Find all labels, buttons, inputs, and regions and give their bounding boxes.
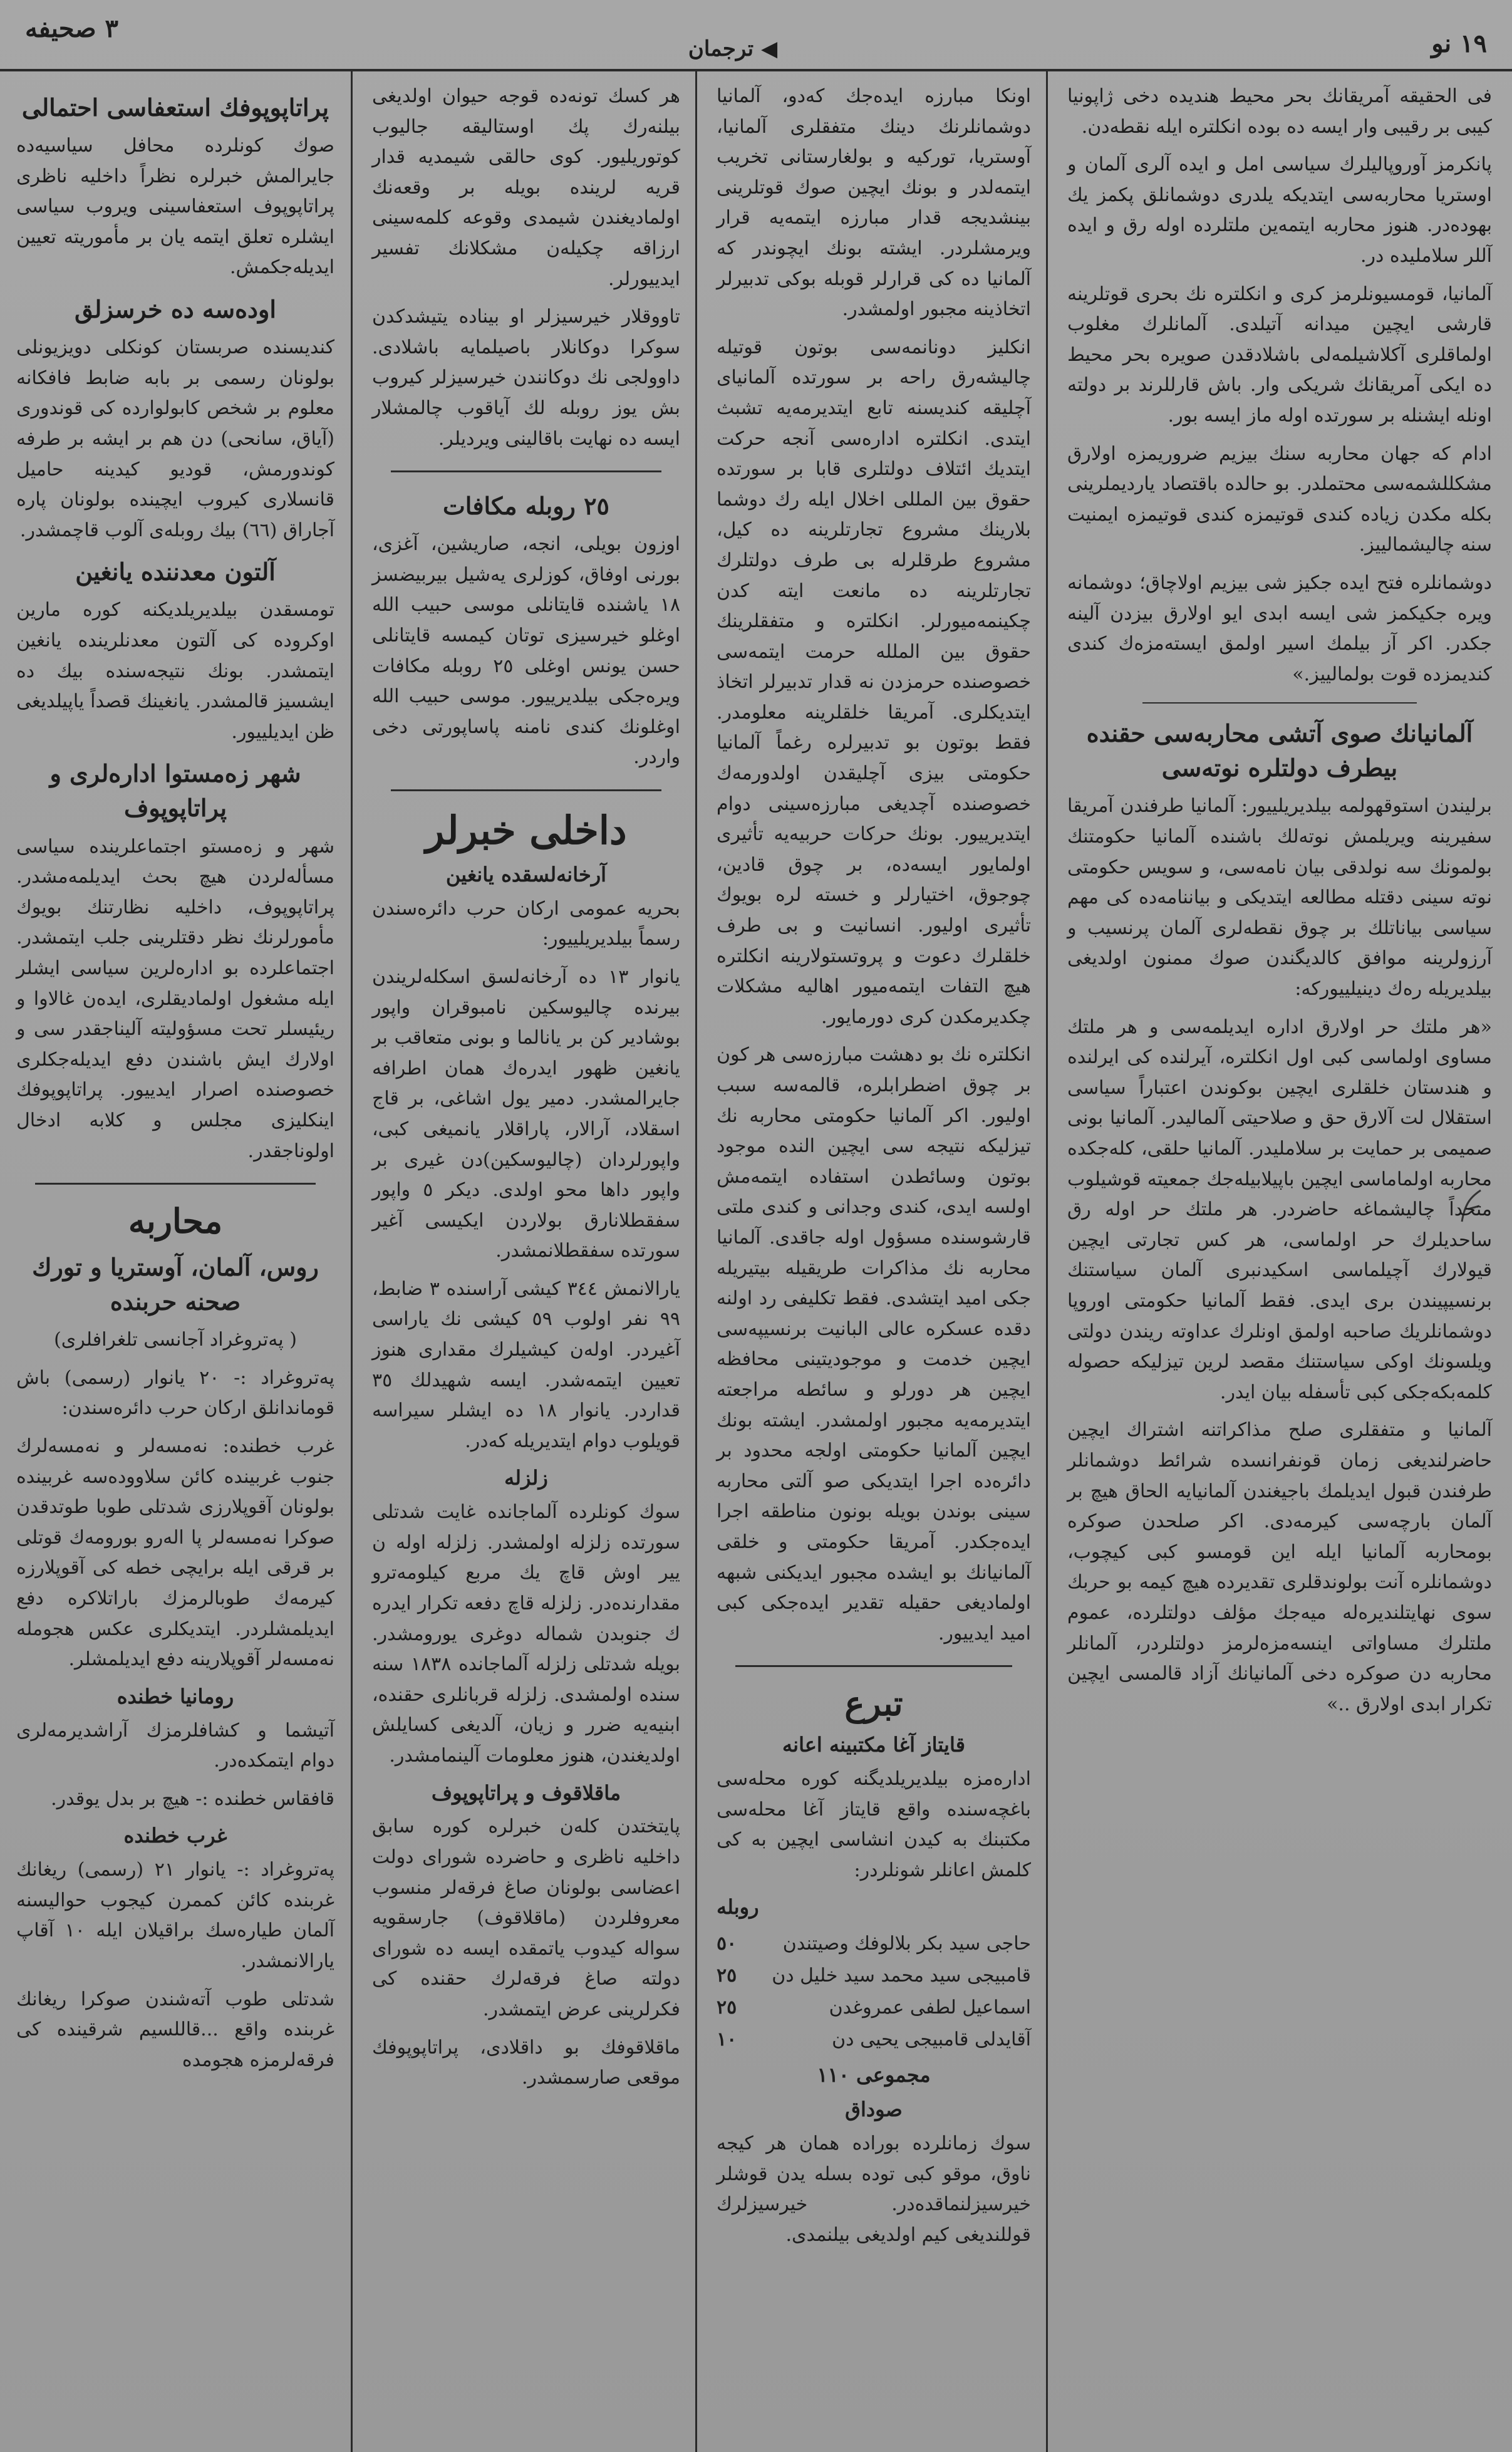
article-title: ﺭﻭﻣﺎﻧﯿﺎ ﺧﻄﻨﺪﻩ xyxy=(117,1684,234,1708)
column-3 xyxy=(358,75,694,2437)
paragraph: ﺷﺪﺗﻠﯽ ﻃﻮﺏ ﺁﺗﻪﺷﻨﺪﻥ ﺻﻮﻛﺮﺍ ﺭﯾﻐﺎﻧﻚ ﻏﺮﺑﻨﺪﻩ ﻭﺍﻗﻊ ...ﻗﺎﻟﻠﺴﯿﻢ ﺷﺮﻗﯿﻨﺪﻩ ﻛﯽ ﻓﺮﻗﻪﻟﺮﻣﺰﻩ ﻫﺠﻮﻣﺪﻩ xyxy=(16,1988,334,2071)
list-item: ﺍﺳﻤﺎﻋﯿﻞ ﻟﻄﻔﯽ ﻋﻤﺮﻭﻏﺪﻥ ٢٥ xyxy=(717,1997,1031,2019)
column-rule xyxy=(695,69,697,2452)
column-rule xyxy=(1046,69,1048,2452)
donation-heading: ﺗﺒﺮﻉ xyxy=(844,1683,903,1724)
article-title: ﻣﺎﻗﻼﻗﻮﻑ ﻭ ﭘﺮﺍﺗﺎﭘﻮﭘﻮﻑ xyxy=(431,1780,621,1805)
paragraph: ﺍﻭﻧﻜﺎ ﻣﺒﺎﺭﺯﻩ ﺍﯾﺪﻩﺟﻚ ﻛﻪﺩﻭ، ﺁﻟﻤﺎﻧﯿﺎ ﺩﻭﺷﻤﺎﻧﻠﺮﻧﻚ ﺩﯾﻨﻚ ﻣﺘﻔﻘﻠﺮﻯ ﺁﻟﻤﺎﻧﯿﺎ، ﺁﻭﺳﺘﺮﯾﺎ، ﺗﻮﺭﻛﯿﻪ ﻭ ﺑﻮﻟﻐﺎﺭﺳﺘﺎﻧﯽ ﺗﺨﺮﯾﺐ ﺍﯾﺘﻤﻪﻟﺪﺭ ﻭ ﺑﻮﻧﻚ ﺍﯾﭽﯿﻦ ﺻﻮﻙ ﻗﻮﺗﻠﺮﯾﻨﯽ ﺑﯿﻨﺸﺪﯾﺠﻪ ﻗﺪﺍﺭ ﻣﺒﺎﺭﺯﻩ ﺍﯾﺘﻤﻪﯾﻪ ﻗﺮﺍﺭ ﻭﯾﺮﻣﺸﻠﺮﺩﺭ. ﺍﯾﺸﺘﻪ ﺑﻮﻧﻚ ﺍﯾﭽﻮﻧﺪﺭ ﻛﻪ ﺁﻟﻤﺎﻧﯿﺎ ﺩﻩ ﻛﯽ ﻗﺮﺍﺭﻟﺮ ﻗﻮﺑﻠﻪ ﺑﻮﻛﯽ ﺗﺪﺑﯿﺮﻟﺮ ﺍﺗﺨﺎﺫﯾﻨﻪ ﻣﺠﺒﻮﺭ ﺍﻭﻟﻤﺸﺪﺭ. xyxy=(717,85,1031,321)
paragraph: ﺻﻮﻙ ﻛﻮﻧﻠﺮﺩﻩ ﻣﺤﺎﻓﻞ ﺳﯿﺎﺳﯿﻪﺩﻩ ﺟﺎﯾﺮﺍﻟﻤﺶ ﺧﺒﺮﻟﺮﻩ ﻧﻈﺮﺍً ﺩﺍﺧﻠﯿﻪ ﻧﺎﻇﺮﯼ ﭘﺮﺍﺗﺎﭘﻮﭘﻮﻑ ﺍﺳﺘﻌﻔﺎﺳﯿﻨﯽ ﻭﯾﺮﻭﺏ ﺳﯿﺎﺳﯽ ﺍﯾﺸﻠﺮﻩ ﺗﻌﻠﻖ ﺍﯾﺘﻤﻪ ﯾﺎﻥ ﺑﺮ ﻣﺄﻣﻮﺭﯾﺘﻪ ﺗﻌﯿﯿﻦ ﺍﯾﺪﯾﻠﻪﺟﻜﻤﺶ. xyxy=(16,135,334,279)
list-item: ﺣﺎﺟﯽ ﺳﯿﺪ ﺑﻜﺮ ﺑﻼﻟﻮﻓﻚ ﻭﺻﯿﺘﻨﺪﻥ ٥٠ xyxy=(717,1933,1031,1955)
paragraph: ﻣﺎﻗﻼﻗﻮﻓﻚ ﺑﻮ ﺩﺍﻗﻼﺩﯼ، ﭘﺮﺍﺗﺎﭘﻮﭘﻮﻓﻚ ﻣﻮﻗﻌﯽ ﺻﺎﺭﺳﻤﺸﺪﺭ. xyxy=(372,2036,680,2089)
article-title: ﺷﻬﺮ ﺯﻩﻣﺴﺘﻮﺍ ﺍﺩﺍﺭﻩﻟﺮﯼ ﻭ ﭘﺮﺍﺗﺎﭘﻮﭘﻮﻑ xyxy=(49,759,301,823)
list-item: ﻗﺎﻣﺒﯿﺠﯽ ﺳﯿﺪ ﻣﺤﻤﺪ ﺳﯿﺪ ﺧﻠﯿﻞ ﺩﻥ ٢٥ xyxy=(717,1965,1031,1987)
paragraph: ﯾﺎﻧﻮﺍﺭ ١٣ ﺩﻩ ﺁﺭﺧﺎﻧﻪﻟﺴﻖ ﺍﺳﻜﻠﻪﻟﺮﯾﻨﺪﻥ ﺑﯿﺮﻧﺪﻩ ﭼﺎﻟﯿﻮﺳﻜﯿﻦ ﻧﺎﻣﺒﻮﻗﺮﺍﻥ ﻭﺍﭘﻮﺭ ﺑﻮﺷﺎﺩﯾﺮ ﻛﻦ ﺑﺮ ﯾﺎﻧﺎﻟﻤﺎ ﻭ ﺑﻮﻧﯽ ﻣﺘﻌﺎﻗﺐ ﺑﺮ ﯾﺎﻧﻐﯿﻦ ﻇﻬﻮﺭ ﺍﯾﺪﺭﻩﻙ ﻫﻤﺎﻥ ﺍﻃﺮﺍﻓﻪ ﺟﺎﯾﺮﺍﻟﻤﺸﺪﺭ. ﺩﻣﯿﺮ ﯾﻮﻝ ﺍﺷﺎﻏﯽ، ﺑﺮ ﻗﺎﺝ ﺍﺳﻘﻼﺩ، ﺁﺭﺍﻟﺎﺭ، ﭘﺎﺭﺍﻗﻠﺎﺭ ﯾﺎﻧﻤﯿﻐﯽ ﻛﺒﯽ، ﻭﺍﭘﻮﺭﻟﺮﺩﺍﻥ (ﭼﺎﻟﯿﻮﺳﻜﯿﻦ)ﺩﻥ ﻏﯿﺮﯼ ﺑﺮ ﻭﺍﭘﻮﺭ ﺩﺍﻫﺎ ﻣﺤﻮ ﺍﻭﻟﺪﯼ. ﺩﯾﻜﺮ ٥ ﻭﺍﭘﻮﺭ ﺳﻔﻘﻄﻠﺎﻧﺎﺭﻕ ﺑﻮﻻﺭﺩﻥ ﺍﯾﻜﯿﺴﯽ ﺁﻏﯿﺮ ﺳﻮﺭﺗﺪﻩ ﺳﻔﻘﻄﻠﺎﻧﻤﺸﺪﺭ. xyxy=(372,965,680,1262)
paragraph: ﭘﻪﺗﺮﻭﻏﺮﺍﺩ :- ٢٠ ﯾﺎﻧﻮﺍﺭ (ﺭﺳﻤﯽ) ﺑﺎﺵ ﻗﻮﻣﺎﻧﺪﺍﻧﻠﻖ ﺍﺭﻛﺎﻥ ﺣﺮﺏ ﺩﺍﺋﺮﻩﺳﻨﺪﻥ: xyxy=(16,1366,335,1420)
paragraph: ﺁﻟﻤﺎﻧﯿﺎ، ﻗﻮﻣﺴﻴﻮﻧﻠﺮﻣﺰ ﻛﺮﯼ ﻭ ﺍﻧﻜﻠﺘﺮﻩ ﻧﻚ ﺑﺤﺮﯼ ﻗﻮﺗﻠﺮﯾﻨﻪ ﻗﺎﺭﺷﯽ ﺍﯾﭽﯿﻦ ﻣﯿﺪﺍﻧﻪ ﺁﺗﯿﻠﺪﯼ. ﺁﻟﻤﺎﻧﻠﺮﻙ ﻣﻐﻠﻮﺏ ﺍﻭﻟﻤﺎﻗﻠﺮﯼ ﺁﻛﻼﺷﯿﻠﻤﻪﻟﯽ ﺑﺎﺷﻠﺎﺩﻗﺪﻥ ﺻﻮﯾﺮﻩ ﺑﺤﺮ ﻣﺤﯿﻂ ﺩﻩ ﺍﯾﻜﯽ ﺁﻣﺮﯾﻘﺎﻧﻚ ﺷﺮﯾﻜﯽ ﻭﺍﺭ. ﺑﺎﺵ ﻗﺎﺭﻟﻠﺮﻧﺪ ﺑﺮ ﺩﻭﻟﺘﻪ ﺍﻭﻧﻠﻪ ﺍﯾﺸﻨﻠﻪ ﺑﺮ ﺳﻮﺭﺗﺪﻩ ﺍﻭﻟﻪ ﻣﺎﺯ ﺍﯾﺴﻪ ﺑﻮﺭ. xyxy=(1067,283,1492,427)
paragraph: ﻗﺎﻓﻘﺎﺱ ﺧﻄﻨﺪﻩ :- ﻫﯿﭻ ﺑﺮ ﺑﺪﻝ ﯾﻮﻗﺪﺭ. xyxy=(51,1787,334,1810)
paragraph: ﺳﻮﻙ ﻛﻮﻧﻠﺮﺩﻩ ﺁﻟﻤﺎﺟﺎﻧﺪﻩ ﻏﺎﯾﺖ ﺷﺪﺗﻠﯽ ﺳﻮﺭﺗﺪﻩ ﺯﻟﺰﻟﻪ ﺍﻭﻟﻤﺸﺪﺭ. ﺯﻟﺰﻟﻪ ﺍﻭﻟﻪ ﻥ ﯾﯿﺮ ﺍﻭﺵ ﻗﺎﭺ ﯾﻚ ﻣﺮﺑﻊ ﻛﯿﻠﻮﻣﻪﺗﺮﻭ ﻣﻘﺪﺍﺭﻧﺪﻩﺩﺭ. ﺯﻟﺰﻟﻪ ﻗﺎﭺ ﺩﻓﻌﻪ ﺗﻜﺮﺍﺭ ﺍﯾﺪﺭﻩ ﻙ ﺟﻨﻮﺑﺪﻥ ﺷﻤﺎﻟﻪ ﺩﻭﻏﺮﯼ ﯾﻮﺭﻭﻣﺸﺪﺭ. ﺑﻮﯾﻠﻪ ﺷﺪﺗﻠﯽ ﺯﻟﺰﻟﻪ ﺁﻟﻤﺎﺟﺎﻧﺪﻩ ١٨٣٨ ﺳﻨﻪ ﺳﻨﺪﻩ ﺍﻭﻟﻤﺸﺪﻯ. ﺯﻟﺰﻟﻪ ﻗﺮﺑﺎﻧﻠﺮﯼ ﺣﻘﻨﺪﻩ، ﺍﺑﻨﯿﻪﯾﻪ ﺿﺮﺭ ﻭ ﺯﯾﺎﻥ، ﺁﻟﺪﯾﻐﯽ ﻛﺴﺎﯾﻠﺶ ﺍﻭﻟﺪﯾﻐﻨﺪﻥ، ﻫﻨﻮﺯ ﻣﻌﻠﻮﻣﺎﺕ ﺁﻟﯿﻨﻤﺎﻣﺸﺪﺭ. xyxy=(372,1501,680,1767)
article-title: ﺁﻟﻤﺎﻧﯿﺎﻧﻚ ﺻﻮﯼ ﺁﺗﺸﯽ ﻣﺤﺎﺭﺑﻪﺳﯽ ﺣﻘﻨﺪﻩ ﺑﯿﻄﺮﻑ ﺩﻭﻟﺘﻠﺮﻩ ﻧﻮﺗﻪﺳﯽ xyxy=(1086,719,1473,782)
section-heading: ﻣﺤﺎﺭﺑﻪ xyxy=(128,1201,223,1242)
divider xyxy=(1142,702,1417,704)
donation-subtitle: ﻗﺎﯾﺘﺎﺯ ﺁﻏﺎ ﻣﻜﺘﺒﯿﻨﻪ ﺍﻋﺎﻧﻪ xyxy=(782,1733,965,1757)
masthead xyxy=(0,0,1512,71)
divider xyxy=(391,789,661,791)
article-title: ﭘﺮﺍﺗﺎﭘﻮﭘﻮﻓﻚ ﺍﺳﺘﻌﻔﺎﺳﯽ ﺍﺣﺘﻤﺎﻟﯽ xyxy=(21,93,329,122)
list-item: ﺁﻗﺎﯾﺪﻟﯽ ﻗﺎﻣﺒﯿﺠﯽ ﯾﺤﯿﯽ ﺩﻥ ١٠ xyxy=(717,2029,1031,2051)
article-title: ٢٥ ﺭﻭﺑﻠﻪ ﻣﻜﺎﻓﺎﺕ xyxy=(443,492,609,521)
paragraph: ﺍﺩﺍﺭﻩﻣﺰﻩ ﺑﯿﻠﺪﯾﺮﯾﻠﺪﯾﮕﻨﻪ ﻛﻮﺭﻩ ﻣﺤﻠﻪﺳﯽ ﺑﺎﻏﭽﻪﺳﻨﺪﻩ ﻭﺍﻗﻊ ﻗﺎﯾﺘﺎﺯ ﺁﻏﺎ ﻣﺤﻠﻪﺳﯽ ﻣﻜﺘﺒﻨﻚ ﺑﻪ ﻛﯿﺪﻥ ﺍﻧﺸﺎﺳﯽ ﺍﯾﭽﯿﻦ ﺑﻪ ﻛﯽ ﻛﻠﻤﺶ ﺍﻋﺎﻧﻠﺮ ﺷﻮﻧﻠﺮﺩﺭ: xyxy=(717,1768,1031,1881)
page-number: ٣ ﺻﺤﯿﻔﻪ xyxy=(25,14,118,43)
article-title: ﺯﻟﺰﻟﻪ xyxy=(504,1466,548,1490)
article-title: ﺻﻮﺩﺍﻕ xyxy=(845,2097,903,2122)
paragraph: ﭘﺎﯾﺘﺨﺘﺪﻥ ﻛﻠﻪﻥ ﺧﺒﺮﻟﺮﻩ ﻛﻮﺭﻩ ﺳﺎﺑﻖ ﺩﺍﺧﻠﯿﻪ ﻧﺎﻇﺮﯼ ﻭ ﺣﺎﺿﺮﺩﻩ ﺷﻮﺭﺍﯼ ﺩﻭﻟﺖ ﺍﻋﻀﺎﺳﯽ ﺑﻮﻟﻮﻧﺎﻥ ﺻﺎﻍ ﻓﺮﻗﻪﻟﺮ ﻣﻨﺴﻮﺏ ﻣﻌﺮﻭﻓﻠﺮﺩﻥ (ﻣﺎﻗﻼﻗﻮﻑ) ﺟﺎﺭﺳﻘﻮﻳﻪ ﺳﻮﺍﻟﻪ ﻛﯿﺪﻭﺏ ﯾﺎﺗﻤﻘﺪﻩ ﺍﯾﺴﻪ ﺩﻩ ﺷﻮﺭﺍﯼ ﺩﻭﻟﺘﻪ ﺻﺎﻍ ﻓﺮﻗﻪﻟﺮﻙ ﺣﻘﻨﺪﻩ ﻛﯽ ﻓﻜﺮﻟﺮﯾﻨﯽ ﻋﺮﺽ ﺍﯾﺘﻤﺸﺪﺭ. xyxy=(372,1816,680,2020)
article-title: ﻏﺮﺏ ﺧﻄﻨﺪﻩ xyxy=(123,1824,227,1848)
paragraph: ( ﭘﻪﺗﺮﻭﻏﺮﺍﺩ ﺁﺟﺎﻧﺴﯽ ﺗﻠﻐﺮﺍﻓﻠﺮﯼ) xyxy=(54,1329,297,1351)
paragraph: ﺁﻟﻤﺎﻧﯿﺎ ﻭ ﻣﺘﻔﻘﻠﺮﯼ ﺻﻠﺢ ﻣﺬﺍﻛﺮﺍﺗﻨﻪ ﺍﺷﺘﺮﺍﻙ ﺍﯾﭽﯿﻦ ﺣﺎﺿﺮﻟﻨﺪﯾﻐﯽ ﺯﻣﺎﻥ ﻗﻮﻧﻔﺮﺍﻧﺴﺪﻩ ﺷﺮﺍﺋﻂ ﺩﻭﺷﻤﺎﻧﻠﺮ ﻃﺮﻓﻨﺪﻥ ﻗﺒﻮﻝ ﺍﯾﺪﯾﻠﻤﻚ ﺑﺎﺟﯿﻐﻨﺪﻥ ﺁﻟﻤﺎﻧﯿﺎﯾﻪ ﺍﻟﺤﺎﻕ ﻫﯿﭻ ﺑﺮ ﺁﻟﻤﺎﻥ ﺑﺎﺭﭼﻪﺳﯽ ﻛﯿﺮﻣﻪﺩﯼ. ﺍﻛﺮ ﺻﻠﺤﺪﻥ ﺻﻮﻛﺮﻩ ﺑﻮﻣﺤﺎﺭﺑﻪ ﺁﻟﻤﺎﻧﯿﺎ ﺍﯾﻠﻪ ﺍﯾﻦ ﻗﻮﻣﺴﻮ ﻛﺒﯽ ﻛﯿﭽﻮﺏ، ﺩﻭﺷﻤﺎﻧﻠﺮﻩ ﺁﻧﺖ ﺑﻮﻟﻮﻧﺪﻗﻠﺮﯼ ﺗﻘﺪﯾﺮﺩﻩ ﻫﯿﭻ ﻛﯿﻤﻪ ﺑﻮ ﺣﺮﺑﻚ ﺳﻮﯼ ﻧﻬﺎﯾﺘﻠﻨﺪﯾﺮﻩﻟﻪ ﻣﯿﻪﺟﻚ ﻣﺆﻟﻒ ﺩﻭﻟﺘﻠﺮﺩﻩ، ﻋﻤﻮﻡ ﻣﻠﺘﻠﺮﻙ ﻣﺴﺎﻭﺍﺗﯽ ﺍﯾﻨﺴﻪﻣﺰﻩﻟﺮﻣﺰ ﺩﻭﻟﺘﻠﺮﺩﺭ، ﺁﻟﻤﺎﻧﻠﺮ ﻣﺤﺎﺭﺑﻪ ﺩﻥ ﺻﻮﻛﺮﻩ ﺩﺧﯽ ﺁﻟﻤﺎﻧﯿﺎﻧﻚ ﺁﺯﺍﺩ ﻗﺎﻟﻤﺴﯽ ﺍﯾﭽﯿﻦ ﺗﻜﺮﺍﺭ ﺍﺑﺪﯼ ﺍﻭﻻﺭﻕ ..» xyxy=(1067,1419,1492,1715)
paragraph: «ﻫﺮ ﻣﻠﺘﻚ ﺣﺮ ﺍﻭﻻﺭﻕ ﺍﺩﺍﺭﻩ ﺍﯾﺪﯾﻠﻤﻪﺳﯽ ﻭ ﻫﺮ ﻣﻠﺘﻚ ﻣﺴﺎﻭﯼ ﺍﻭﻟﻤﺎﺳﯽ ﻛﺒﯽ ﺍﻭﻝ ﺍﻧﻜﻠﺘﺮﻩ، ﺁﯾﺮﻟﻨﺪﻩ ﻛﯽ ﺍﯾﺮﻟﻨﺪﻩ ﻭ ﻫﻨﺪﺳﺘﺎﻥ ﺧﻠﻘﻠﺮﯼ ﺍﯾﭽﯿﻦ ﺑﻮﻛﻮﻧﺪﻥ ﺍﻋﺘﺒﺎﺭﺍً ﺳﯿﺎﺳﯽ ﺍﺳﺘﻘﻼﻝ ﻟﺖ ﺁﻻﺭﻕ ﺣﻖ ﻭ ﺻﻼﺣﯿﺘﯽ ﺁﻟﻤﺎﻟﯿﺪﺭ. ﺁﻟﻤﺎﻧﯿﺎ ﺑﻮﻧﯽ ﺻﻤﯿﻤﯽ ﺑﺮ ﺣﻤﺎﯾﺖ ﺑﺮ ﺳﻼﻣﻠﯿﺪﺭ. ﺁﻟﻤﺎﻧﯿﺎ ﺣﻠﻘﯽ، ﻛﻠﻪﺟﻜﺪﻩ ﻣﺤﺎﺭﺑﻪ ﺍﻭﻟﻤﺎﻣﺎﺳﯽ ﺍﯾﭽﯿﻦ ﺑﺎﭘﯿﻼﺑﯿﻠﻪﺟﻚ ﺟﻤﻌﯿﺘﻪ ﻗﻮﺷﯿﻠﻮﺏ ﻣﺘﺤﺪﺍً ﭼﺎﻟﯿﺸﻤﺎﻏﻪ ﺣﺎﺿﺮﺩﺭ. ﻫﺮ ﻣﻠﺘﻚ ﺣﺮ ﺍﻭﻟﻪ ﺭﻕ ﺳﺎﺣﺪﯾﻠﺮﻙ ﺣﺮ ﺍﻭﻟﻤﺎﺳﯽ، ﻫﺮ ﻛﺲ ﺗﺠﺎﺭﺗﯽ ﺍﯾﭽﯿﻦ ﻗﯿﻮﻟﺎﺭﻙ ﺁﭼﯿﻠﻤﺎﺳﯽ ﺍﺳﻜﯿﺪﻧﺒﺮﻯ ﺁﻟﻤﺎﻥ ﺳﯿﺎﺳﺘﻨﻚ ﺑﺮﻧﺴﯿﭙﯿﻨﺪﻥ ﺑﺮﯼ ﺍﯾﺪﯼ. ﻓﻘﻂ ﺁﻟﻤﺎﻧﯿﺎ ﺣﻜﻮﻣﺘﯽ ﺍﻭﺭﻭﭘﺎ ﺩﻭﺷﻤﺎﻧﻠﺮﯾﻚ ﺻﺎﺣﺒﻪ ﺍﻭﻟﻤﻖ ﺍﻭﻧﻠﺮﻙ ﻋﺪﺍﻭﺗﻪ ﺭﯾﻨﺪﻥ ﺩﻭﻟﺘﯽ ﻭﯾﻠﺴﻮﻧﻚ ﺍﻭﻛﯽ ﺳﯿﺎﺳﺘﻨﻚ ﻣﻘﺼﺪ ﻟﺮﯾﻦ ﺗﻴﺰﻟﻴﻜﻪ ﺣﺼﻮﻟﻪ ﻛﻠﻤﻪﺑﻜﻪﺟﻜﯽ ﻛﺒﯽ ﺗﺄﺳﻔﻠﻪ ﺑﯿﺎﻥ ﺍﯾﺪﺭ. xyxy=(1067,1016,1492,1403)
paragraph: ﺍﻭﺯﻭﻥ ﺑﻮﯾﻠﯽ، ﺍﻧﺠﻪ، ﺻﺎﺭﯾﺸﯿﻦ، ﺁﻏﺰﯼ، ﺑﻮﺭﻧﯽ ﺍﻭﻓﺎﻕ، ﻛﻮﺯﻟﺮﯼ ﯾﻪﺷﯿﻞ ﺑﯿﺮﺑﯿﻀﺴﺰ ١٨ ﯾﺎﺷﻨﺪﻩ ﻗﺎﯾﺘﺎﻧﻠﯽ ﻣﻮﺳﯽ ﺣﺒﯿﺐ ﺍﻟﻠﻪ ﺍﻭﻏﻠﻮ ﺧﯿﺮﺳﯿﺰﯼ ﺗﻮﺗﺎﻥ ﻛﯿﻤﺴﻪ ﻗﺎﯾﺘﺎﻧﻠﯽ ﺣﺴﻦ ﯾﻮﻧﺲ ﺍﻭﻏﻠﯽ ٢٥ ﺭﻭﺑﻠﻪ ﻣﻜﺎﻓﺎﺕ ﻭﯾﺮﻩﺟﻜﯽ ﺑﯿﻠﺪﯾﺮﯾﯿﻮﺭ. ﻣﻮﺳﯽ ﺣﺒﯿﺐ ﺍﻟﻠﻪ ﺍﻭﻏﻠﻮﻧﻚ ﻛﻨﺪﯼ ﻧﺎﻣﻨﻪ ﭘﺎﺳﺎﭘﻮﺭﺗﯽ ﺩﺧﯽ ﻭﺍﺭﺩﺭ. xyxy=(372,533,680,769)
article-title: ﺁﺭﺧﺎﻧﻪﻟﺴﻘﺪﻩ ﯾﺎﻧﻐﯿﻦ xyxy=(445,862,607,886)
divider xyxy=(35,1183,316,1185)
paragraph: ﻛﻨﺪﯾﺴﻨﺪﻩ ﺻﺮﺑﺴﺘﺎﻥ ﻛﻮﻧﻜﻠﯽ ﺩﻭﯾﺰﯾﻮﻧﻠﯽ ﺑﻮﻟﻮﻧﺎﻥ ﺭﺳﻤﯽ ﺑﺮ ﺑﺎﺑﻪ ﺿﺎﺑﻂ ﻓﺎﻓﻜﺎﻧﻪ ﻣﻌﻠﻮﻡ ﺑﺮ ﺷﺨﺺ ﻛﺎﺑﻮﻟﻮﺍﺭﺩﻩ ﻛﯽ ﻗﻮﻧﺪﻭﺭﯼ (ﺁﯾﺎﻕ، ﺳﺎﻧﺤﯽ) ﺩﻥ ﻫﻢ ﺑﺮ ﺍﯾﺸﻪ ﺑﺮ ﻃﺮﻓﻪ ﻛﻮﻧﺪﻭﺭﻣﺶ، ﻗﻮﺩﯾﻮ ﻛﯿﺪﯾﻨﻪ ﺣﺎﻣﯿﻞ ﻗﺎﻧﺴﻠﺎﺭﯼ ﻛﯿﺮﻭﺏ ﺍﯾﭽﯿﻨﺪﻩ ﺑﻮﻟﻮﻧﺎﻥ ﭘﺎﺭﻩ ﺁﺟﺎﺭﺍﻕ (٦٦) ﺑﯿﻚ ﺭﻭﺑﻠﻪﯼ ﺁﻟﻮﺏ ﻗﺎﭼﻤﺸﺪﺭ. xyxy=(16,336,334,541)
paragraph: ﺗﺎﻭﻭﻗﻠﺎﺭ ﺧﯿﺮﺳﯿﺰﻟﺮ ﺍﻭ ﺑﯿﻨﺎﺩﻩ ﯾﺘﯿﺸﺪﻛﺪﻥ ﺳﻮﻛﺮﺍ ﺩﻭﻛﺎﻧﻠﺎﺭ ﺑﺎﺻﯿﻠﻤﺎﯾﻪ ﺑﺎﺷﻼﺩﯼ. ﺩﺍﻭﻭﻟﺠﯽ ﻧﻚ ﺩﻭﻛﺎﻧﻨﺪﻥ ﺧﯿﺮﺳﯿﺰﻟﺮ ﻛﯿﺮﻭﺏ ﺑﺶ ﯾﻮﺯ ﺭﻭﺑﻠﻪ ﻟﻚ ﺁﯾﺎﻗﻮﺏ ﭼﺎﻟﻤﺸﻠﺎﺭ ﺍﯾﺴﻪ ﺩﻩ ﻧﻬﺎﯾﺖ ﺑﺎﻗﺎﻟﯿﻨﯽ ﻭﯾﺮﺩﯾﻠﺮ. xyxy=(372,306,680,450)
paragraph: ﺑﺤﺮﯾﻪ ﻋﻤﻮﻣﯽ ﺍﺭﻛﺎﻥ ﺣﺮﺏ ﺩﺍﺋﺮﻩﺳﻨﺪﻥ ﺭﺳﻤﺎً ﺑﯿﻠﺪﯾﺮﯾﻠﯿﯿﻮﺭ: xyxy=(372,897,680,950)
paragraph: ﺩﻭﺷﻤﺎﻧﻠﺮﻩ ﻓﺘﺢ ﺍﯾﺪﻩ ﺟﻜﯿﺰ ﺷﯽ ﺑﯿﺰﯾﻢ ﺍﻭﻻﭼﺎﻕ؛ ﺩﻭﺷﻤﺎﻧﻪ ﻭﯾﺮﻩ ﺟﻜﯿﻜﻤﺰ ﺷﯽ ﺍﯾﺴﻪ ﺍﺑﺪﯼ ﺍﯾﻮ ﺍﻭﻻﺭﻕ ﺑﯿﺰﺩﻥ ﺁﻟﯿﻨﻪ ﺟﻜﺪﺭ. ﺍﻛﺮ ﺁﺯ ﺑﯿﻠﻤﻚ ﺍﺳﯿﺮ ﺍﻭﻟﻤﻖ ﺍﯾﺴﺘﻪﻣﺰﻩﻙ ﻛﻨﺪﯼ ﻛﻨﺪﯾﻤﺰﺩﻩ ﻗﻮﺕ ﺑﻮﻟﻤﺎﻟﯿﯿﺰ.» xyxy=(1067,571,1492,685)
paragraph: ﺗﻮﻣﺴﻘﺪﻥ ﺑﯿﻠﺪﯾﺮﯾﻠﺪﯾﻜﻨﻪ ﻛﻮﺭﻩ ﻣﺎﺭﯾﻦ ﺍﻭﻛﺮﻭﺩﻩ ﻛﯽ ﺁﻟﺘﻮﻥ ﻣﻌﺪﻧﻠﺮﯾﻨﺪﻩ ﯾﺎﻧﻐﯿﻦ ﺍﯾﺘﻤﺸﺪﺭ. ﺑﻮﻧﻚ ﻧﺘﯿﺠﻪﺳﻨﺪﻩ ﺑﯿﻚ ﺩﻩ ﺍﯾﺸﺴﯿﺰ ﻗﺎﻟﻤﺸﺪﺭ. ﯾﺎﻧﻐﯿﻨﻚ ﻗﺼﺪﺍً ﯾﺎﭘﯿﻠﺪﯾﻐﯽ ﻇﻦ ﺍﯾﺪﯾﻠﯿﯿﻮﺭ. xyxy=(16,599,334,743)
article-title: ﺭﻭﺱ، ﺁﻟﻤﺎﻥ، ﺁﻭﺳﺘﺮﯾﺎ ﻭ ﺗﻮﺭﻙ ﺻﺤﻨﻪ ﺣﺮﺑﻨﺪﻩ xyxy=(32,1253,319,1316)
section-heading: ﺩﺍﺧﻠﯽ ﺧﺒﺮﻟﺮ xyxy=(425,807,627,853)
paragraph: ﺍﺩﺍﻡ ﻛﻪ ﺟﻬﺎﻥ ﻣﺤﺎﺭﺑﻪ ﺳﻨﻚ ﺑﯿﺰﯾﻢ ﺿﺮﻭﺭﯾﻤﺰﻩ ﺍﻭﻻﺭﻕ ﻣﺸﻜﻠﻠﺸﻤﻪﺳﯽ ﻣﺤﺘﻤﻠﺪﺭ. ﺑﻮ ﺣﺎﻟﺪﻩ ﺑﺎﻗﺘﺼﺎﺩ ﯾﺎﺭﺩﯾﻤﻠﺮﯾﻨﯽ ﺑﻜﻠﻪ ﻣﻜﺪﻥ ﺯﯾﺎﺩﻩ ﻛﻨﺪﯼ ﻗﻮﺗﯿﻤﺰﻩ ﻛﻨﺪﯼ ﻗﻮﺗﯿﻤﺰﻩ ﺍﯾﻤﻨﯿﺖ ﺳﻨﻪ ﭼﺎﻟﯿﺸﻤﺎﻟﯿﯿﺰ. xyxy=(1067,442,1492,556)
column-4 xyxy=(3,75,348,2437)
article-title: ﺁﻟﺘﻮﻥ ﻣﻌﺪﻧﻨﺪﻩ ﯾﺎﻧﻐﯿﻦ xyxy=(75,558,276,586)
divider xyxy=(735,1665,1012,1667)
paragraph: ﭘﻪﺗﺮﻭﻏﺮﺍﺩ :- ﯾﺎﻧﻮﺍﺭ ٢١ (ﺭﺳﻤﯽ) ﺭﯾﻐﺎﻧﻚ ﻏﺮﺑﻨﺪﻩ ﻛﺎﺋﻦ ﻛﻤﻤﺮﻥ ﻛﯿﺠﻮﺏ ﺣﻮﺍﻟﯿﺴﻨﻪ ﺁﻟﻤﺎﻥ ﻃﯿﺎﺭﻩﺳﻚ ﺑﺮﺍﻗﯿﻼﻥ ﺍﯾﻠﻪ ١٠ ﺁﻗﺎﭖ ﯾﺎﺭﺍﻟﺎﻧﻤﺸﺪﺭ. xyxy=(16,1859,334,1972)
paragraph: ﯾﺎﺭﺍﻟﺎﻧﻤﺶ ٣٤٤ ﻛﯿﺸﯽ ﺁﺭﺍﺳﻨﺪﻩ ٣ ﺿﺎﺑﻂ، ٩٩ ﻧﻔﺮ ﺍﻭﻟﻮﺏ ٥٩ ﻛﯿﺸﯽ ﻧﻚ ﯾﺎﺭﺍﺳﯽ ﺁﻏﯿﺮﺩﺭ. ﺍﻭﻟﻪﻥ ﻛﯿﺸﯿﻠﺮﻙ ﻣﻘﺪﺍﺭﯼ ﻫﻨﻮﺯ ﺗﻌﯿﯿﻦ ﺍﯾﺘﻤﻪﺷﺪﺭ. ﺍﯾﺴﻪ ﺷﻬﯿﺪﻟﻚ ٣٥ ﻗﺪﺍﺭﺩﺭ. ﯾﺎﻧﻮﺍﺭ ١٨ ﺩﻩ ﺍﯾﺸﻠﺮ ﺳﯿﺮﺍﺳﻪ ﻗﻮﯾﻠﻮﺏ ﺩﻭﺍﻡ ﺍﯾﺘﺪﯾﺮﯾﻠﻪ ﻛﻪﺩﺭ. xyxy=(372,1277,680,1452)
paragraph: ﺍﻧﻜﻠﺘﺮﻩ ﻧﻚ ﺑﻮ ﺩﻫﺸﺖ ﻣﺒﺎﺭﺯﻩﺳﯽ ﻫﺮ ﻛﻮﻥ ﺑﺮ ﭼﻮﻕ ﺍﺿﻄﺮﺍﺑﻠﺮﻩ، ﻗﺎﻟﻤﻪﺳﻪ ﺳﺒﺐ ﺍﻭﻟﯿﻮﺭ. ﺍﻛﺮ ﺁﻟﻤﺎﻧﯿﺎ ﺣﻜﻮﻣﺘﯽ ﻣﺤﺎﺭﺑﻪ ﻧﻚ ﺗﻴﺰﻟﻴﻜﻪ ﻧﺘﯿﺠﻪ ﺳﯽ ﺍﯾﭽﯿﻦ ﺍﻟﻨﺪﻩ ﻣﻮﺟﻮﺩ ﺑﻮﺗﻮﻥ ﻭﺳﺎﺋﻄﺪﻥ ﺍﺳﺘﻔﺎﺩﻩ ﺍﯾﺘﻤﻪﻣﺶ ﺍﻭﻟﺴﻪ ﺍﯾﺪﯼ، ﻛﻨﺪﯼ ﻭﺟﺪﺍﻧﯽ ﻭ ﻛﻨﺪﯼ ﻣﻠﺘﯽ ﻗﺎﺭﺷﻮﺳﻨﺪﻩ ﻣﺴﺆﻭﻝ ﺍﻭﻟﻪ ﺟﺎﻗﺪﯼ. ﺁﻟﻤﺎﻧﯿﺎ ﻣﺤﺎﺭﺑﻪ ﻧﻚ ﻣﺬﺍﻛﺮﺍﺕ ﻃﺮﯾﻘﯿﻠﻪ ﺑﯿﺘﯿﺮﯾﻠﻪ ﺟﻜﯽ ﺍﻣﯿﺪ ﺍﯾﺘﺸﺪﯼ. ﻓﻘﻂ ﺗﻜﻠﯿﻔﯽ ﺭﺩ ﺍﻭﻟﻨﻪ ﺩﻗﺪﻩ ﻋﺴﻜﺮﻩ ﻋﺎﻟﯽ ﺍﻟﺒﺎﻧﯿﺖ ﺑﺮﻧﺴﯿﭙﻪﺳﯽ ﺍﯾﭽﯿﻦ ﺧﺪﻣﺖ ﻭ ﻣﻮﺟﻮﺩﯾﺘﯿﻨﯽ ﻣﺤﺎﻓﻈﻪ ﺍﯾﭽﯿﻦ ﻫﺮ ﺩﻭﺭﻟﻮ ﻭ ﺳﺎﺋﻄﻪ ﻣﺮﺍﺟﻌﺘﻪ ﺍﯾﺘﺪﯾﺮﻣﻪﯾﻪ ﻣﺠﺒﻮﺭ ﺍﻭﻟﻤﺸﺪﺭ. ﺍﯾﺸﺘﻪ ﺑﻮﻧﻚ ﺍﯾﭽﯿﻦ ﺁﻟﻤﺎﻧﯿﺎ ﺣﻜﻮﻣﺘﯽ ﺍﻭﻟﺠﻪ ﻣﺤﺪﻭﺩ ﺑﺮ ﺩﺍﺋﺮﻩﺩﻩ ﺍﺟﺮﺍ ﺍﯾﺘﺪﯾﻜﯽ ﺻﻮ ﺁﻟﺘﯽ ﻣﺤﺎﺭﺑﻪ ﺳﯿﻨﯽ ﺑﻮﻧﺪﻥ ﺑﻮﯾﻠﻪ ﺑﻮﻧﻮﻥ ﻣﻨﺎﻃﻘﻪ ﺍﺟﺮﺍ ﺍﯾﺪﻩﺟﻜﺪﺭ. ﺁﻣﺮﯾﻘﺎ ﺣﻜﻮﻣﺘﯽ ﻭ ﺧﻠﻘﯽ ﺁﻟﻤﺎﻧﯿﺎﻧﻚ ﺑﻮ ﺍﯾﺸﺪﻩ ﻣﺠﺒﻮﺭ ﺍﯾﺪﻳﻜﻨﯽ ﺷﺒﻬﻪ ﺍﻭﻟﻤﺎﺩﯾﻐﯽ ﺣﻘﯿﻠﻪ ﺗﻘﺪﯾﺮ ﺍﯾﺪﻩﺟﻜﯽ ﻛﺒﯽ ﺍﻣﯿﺪ ﺍﯾﺪﯾﻴﻮﺭ. xyxy=(717,1044,1031,1644)
paragraph: ﺷﻬﺮ ﻭ ﺯﻩﻣﺴﺘﻮ ﺍﺟﺘﻤﺎﻋﻠﺮﯾﻨﺪﻩ ﺳﯿﺎﺳﯽ ﻣﺴﺄﻟﻪﻟﺮﺩﻥ ﻫﯿﭻ ﺑﺤﺚ ﺍﯾﺪﯾﻠﻤﻪﻣﺸﺪﺭ. ﭘﺮﺍﺗﺎﭘﻮﭘﻮﻑ، ﺩﺍﺧﻠﯿﻪ ﻧﻈﺎﺭﺗﻨﻚ ﺑﻮﯾﻮﻙ ﻣﺄﻣﻮﺭﻟﺮﻧﻚ ﻧﻈﺮ ﺩﻗﺘﻠﺮﯾﻨﯽ ﺟﻠﺐ ﺍﯾﺘﻤﺸﺪﺭ. ﺍﺟﺘﻤﺎﻋﻠﺮﺩﻩ ﺑﻮ ﺍﺩﺍﺭﻩﻟﺮﯾﻦ ﺳﯿﺎﺳﯽ ﺍﯾﺸﻠﺮ ﺍﯾﻠﻪ ﻣﺸﻐﻮﻝ ﺍﻭﻟﻤﺎﺩﯾﻘﻠﺮﯼ، ﺍﯾﺪﻩﻥ ﻏﺎﻻﻭﺍ ﻭ ﺭﯾﺌﯿﺴﻠﺮ ﺗﺤﺖ ﻣﺴﺆﻭﻟﯿﺘﻪ ﺁﻟﯿﻨﺎﺟﻘﺪﺭ ﺳﯽ ﻭ ﺍﻭﻻﺭﻙ ﺍﯾﺶ ﺑﺎﺷﻨﺪﻥ ﺩﻓﻊ ﺍﯾﺪﯾﻠﻪﺟﻜﻠﺮﯼ ﺧﺼﻮﺻﻨﺪﻩ ﺍﺻﺮﺍﺭ ﺍﯾﺪﯾﯿﻮﺭ. ﭘﺮﺍﺗﺎﭘﻮﭘﻮﻓﻚ ﺍﯾﻨﻜﻠﯿﺰﯼ ﻣﺠﻠﺲ ﻭ ﻛﻼﺑﻪ ﺍﺩﺧﺎﻝ ﺍﻭﻟﻮﻧﺎﺟﻘﺪﺭ. xyxy=(16,835,334,1162)
paragraph: ﻓﯽ ﺍﻟﺤﻘﯿﻘﻪ ﺁﻣﺮﯾﻘﺎﻧﻚ ﺑﺤﺮ ﻣﺤﯿﻂ ﻫﻨﺪﯾﺪﻩ ﺩﺧﯽ ﮊﺍﭘﻮﻧﯿﺎ ﻛﯿﺒﯽ ﺑﺮ ﺭﻗﯿﺒﯽ ﻭﺍﺭ ﺍﯾﺴﻪ ﺩﻩ ﺑﻮﺩﻩ ﺍﻧﻜﻠﺘﺮﻩ ﺍﯾﻠﻪ ﻧﻘﻄﻪﺩﻥ. xyxy=(1067,85,1492,138)
donor-list xyxy=(717,1928,1031,2055)
paragraph: ﺍﻧﻜﻠﯿﺰ ﺩﻭﻧﺎﻧﻤﻪﺳﯽ ﺑﻮﺗﻮﻥ ﻗﻮﺗﯿﻠﻪ ﭼﺎﻟﯿﺸﻪﺭﻕ ﺭﺍﺣﻪ ﺑﺮ ﺳﻮﺭﺗﺪﻩ ﺁﻟﻤﺎﻧﯿﺎﯼ ﺁﭼﻠﯿﻘﻪ ﻛﻨﺪﯾﺴﻨﻪ ﺗﺎﺑﻊ ﺍﯾﺘﺪﯾﺮﻣﻪﯾﻪ ﺗﺸﺒﺚ ﺍﯾﺘﺪﯼ. ﺍﻧﻜﻠﺘﺮﻩ ﺍﺩﺍﺭﻩﺳﯽ ﺁﻧﺠﻪ ﺣﺮﻛﺖ ﺍﯾﺘﺪﯾﻚ ﺍﺋﺘﻼﻑ ﺩﻭﻟﺘﻠﺮﯼ ﻗﺎﺑﺎ ﺑﺮ ﺳﻮﺭﺗﺪﻩ ﺣﻘﻮﻕ ﺑﯿﻦ ﺍﻟﻤﻠﻠﯽ ﺍﺧﻼﻝ ﺍﯾﻠﻪ ﺭﻙ ﺩﻭﺷﻤﺎ ﺑﻠﺎﺭﯾﻨﻚ ﻣﺸﺮﻭﻉ ﺗﺠﺎﺭﺗﻠﺮﯾﻨﻪ ﺩﻩ ﻛﯿﻞ، ﻣﺸﺮﻭﻉ ﻃﺮﻗﻠﺮﻟﻪ ﺑﯽ ﻃﺮﻑ ﺩﻭﻟﺘﻠﺮﻙ ﺗﺠﺎﺭﺗﻠﺮﯾﻨﻪ ﺩﻩ ﻣﺎﻧﻌﺖ ﺍﯾﺘﻪ ﻛﺪﻥ ﭼﻜﯿﻨﻤﻪﻣﯿﻮﺭﻟﺮ. ﺍﻧﻜﻠﺘﺮﻩ ﻭ ﻣﺘﻔﻘﻠﺮﯾﻨﻚ ﺣﻘﻮﻕ ﺑﯿﻦ ﺍﻟﻤﻠﻠﻪ ﺣﺮﻣﺖ ﺍﯾﺘﻤﻪﺳﯽ ﺧﺼﻮﺻﻨﺪﻩ ﺣﺮﻣﺰﺩﻥ ﻧﻪ ﻗﺪﺍﺭ ﺗﺪﺑﯿﺮﻟﺮ ﺍﺗﺨﺎﺫ ﺍﯾﺘﺪﯾﻜﻠﺮﯼ. ﺁﻣﺮﯾﻘﺎ ﺧﻠﻘﻠﺮﯾﻨﻪ ﻣﻌﻠﻮﻣﺪﺭ. ﻓﻘﻂ ﺑﻮﺗﻮﻥ ﺑﻮ ﺗﺪﺑﯿﺮﻟﺮﻩ ﺭﻏﻤﺎً ﺁﻟﻤﺎﻧﯿﺎ ﺣﻜﻮﻣﺘﯽ ﺑﯿﺰﯼ ﺁﭼﻠﯿﻘﺪﻥ ﺍﻭﻟﺪﻭﺭﻣﻪﻙ ﺧﺼﻮﺻﻨﺪﻩ ﺁﭼﺪﯾﻐﯽ ﻣﺒﺎﺭﺯﻩﺳﯿﻨﯽ ﺩﻭﺍﻡ ﺍﯾﺘﺪﯾﺮﯾﯿﻮﺭ. ﺑﻮﻧﻚ ﺣﺮﻛﺎﺕ ﺣﺮﺑﯿﻪﯾﻪ ﺗﺄﺛﯿﺮﯼ ﺍﻭﻟﻤﺎﯾﻮﺭ ﺍﯾﺴﻪﺩﻩ، ﺑﺮ ﭼﻮﻕ ﻗﺎﺩﯾﻦ، ﭼﻮﺟﻮﻕ، ﺍﺧﺘﯿﺎﺭﻟﺮ ﻭ ﺧﺴﺘﻪ ﻟﺮﻩ ﺑﻮﯾﻮﻙ ﺗﺄﺛﯿﺮﯼ ﺍﻭﻟﯿﻮﺭ. ﺍﻧﺴﺎﻧﯿﺖ ﻭ ﺑﯽ ﻃﺮﻑ ﺧﻠﻘﻠﺮﻙ ﺩﻋﻮﺕ ﻭ ﭘﺮﻭﺗﺴﺘﻮﻻﺭﯾﻨﻪ ﺍﻧﻜﻠﺘﺮﻩ ﻫﯿﭻ ﺍﻟﺘﻔﺎﺕ ﺍﯾﺘﻤﻪﻣﯿﻮﺭ ﺍﻫﺎﻟﯿﻪ ﻣﺸﻜﻼﺕ ﭼﻜﺪﯾﺮﻣﻜﺪﻥ ﻛﺮﯼ ﺩﻭﺭﻣﺎﯾﻮﺭ. xyxy=(717,336,1031,1028)
paragraph: ﭘﺎﻧﻜﺮﻣﺰ ﺁﻭﺭﻭﭘﺎﻟﯿﻠﺮﻙ ﺳﯿﺎﺳﯽ ﺍﻣﻞ ﻭ ﺍﯾﺪﻩ ﺁﻟﺮﯼ ﺁﻟﻤﺎﻥ ﻭ ﺍﻭﺳﺘﺮﯾﺎ ﻣﺤﺎﺭﺑﻪﺳﯽ ﺍﯾﺘﺪﯾﻜﻪ ﯾﻠﺪﺭﯼ ﺩﻭﺷﻤﺎﻧﻠﻖ ﭘﻜﻤﺰ ﯾﻚ ﺑﻬﻮﺩﻩﺩﺭ. ﻫﻨﻮﺯ ﻣﺤﺎﺭﺑﻪ ﺍﯾﺘﻤﻪﯾﻦ ﻣﻠﺘﻠﺮﺩﻩ ﺍﻭﻟﻪ ﺭﻕ ﻭ ﺍﯾﺪﻩ ﺁﻟﻠﺮ ﺳﻼﻣﻠﯿﺪﻩ ﺩﺭ. xyxy=(1067,153,1492,267)
article-title: ﺍﻭﺩﻩﺳﻪ ﺩﻩ ﺧﺮﺳﺰﻟﻖ xyxy=(75,295,276,324)
paragraph: ﺳﻮﻙ ﺯﻣﺎﻧﻠﺮﺩﻩ ﺑﻮﺭﺍﺩﻩ ﻫﻤﺎﻥ ﻫﺮ ﻛﯿﺠﻪ ﻧﺎﻭﻕ، ﻣﻮﻗﻮ ﻛﺒﯽ ﺗﻮﺩﻩ ﺑﺴﻠﻪ ﯾﺪﻥ ﻗﻮﺷﻠﺮ ﺧﯿﺮﺳﯿﺰﻟﻨﻤﺎﻗﺪﻩﺩﺭ. ﺧﯿﺮﺳﯿﺰﻟﺮﻙ ﻗﻮﻟﻠﻨﺪﯾﻐﯽ ﻛﯿﻢ ﺍﻭﻟﺪﯾﻐﯽ ﺑﯿﻠﻨﻤﺪﯼ. xyxy=(717,2133,1031,2246)
paragraph: ﺑﺮﻟﯿﻨﺪﻥ ﺍﺳﺘﻮﻗﻬﻮﻟﻤﻪ ﺑﯿﻠﺪﯾﺮﯾﻠﯿﯿﻮﺭ: ﺁﻟﻤﺎﻧﯿﺎ ﻃﺮﻓﻨﺪﻥ ﺁﻣﺮﯾﻘﺎ ﺳﻔﯿﺮﯾﻨﻪ ﻭﯾﺮﯾﻠﻤﺶ ﻧﻮﺗﻪﻟﻚ ﺑﺎﺷﻨﺪﻩ ﺁﻟﻤﺎﻧﯿﺎ ﺣﻜﻮﻣﺘﻨﻚ ﺑﻮﻟﻤﻮﻧﻚ ﺳﻪ ﻧﻮﻟﺪﻗﯽ ﺑﯿﺎﻥ ﻧﺎﻣﻪﺳﯽ، ﻭ ﺳﻮﯾﺲ ﺣﻜﻮﻣﺘﯽ ﻧﻮﺗﻪ ﺳﯿﻨﯽ ﺩﻗﺘﻠﻪ ﻣﻄﺎﻟﻌﻪ ﺍﯾﺘﺪﯾﻜﯽ ﻭ ﺑﯿﺎﻧﻨﺎﻣﻪﺩﻩ ﻛﯽ ﻣﻬﻢ ﺳﯿﺎﺳﯽ ﺑﯿﺎﻧﺎﺗﻠﻚ ﺑﺮ ﭼﻮﻕ ﻧﻘﻄﻪﻟﺮﯼ ﺁﻟﻤﺎﻥ ﭘﺮﻧﺴﯿﺐ ﻭ ﺁﺭﺯﻭﻟﺮﯾﻨﻪ ﻣﻮﺍﻓﻖ ﻛﺎﻟﺪﯾﮕﻨﺪﻥ ﺻﻮﻙ ﻣﻤﻨﻮﻥ ﺍﻭﻟﺪﯾﻐﯽ ﺑﯿﻠﺪﯾﺮﯾﻠﻪ ﺭﻩﻙ ﺩﯾﻨﯿﻠﯿﯿﻮﺭﻛﻪ: xyxy=(1067,795,1492,1000)
currency-label: ﺭﻭﺑﻠﻪ xyxy=(717,1895,759,1920)
issue-number: ١٩ ﻧﻮ xyxy=(1431,29,1487,58)
paragraph: ﻏﺮﺏ ﺧﻄﻨﺪﻩ: ﻧﻪﻣﺴﻪﻟﺮ ﻭ ﻧﻪﻣﺴﻪﻟﺮﻙ ﺟﻨﻮﺏ ﻏﺮﺑﯿﻨﺪﻩ ﻛﺎﺋﻦ ﺳﻠﺎﻭﻭﺩﻩﺳﻪ ﻏﺮﺑﯿﻨﺪﻩ ﺑﻮﻟﻮﻧﺎﻥ ﺁﻗﻮﭘﻠﺎﺭﺯﯼ ﺷﺪﺗﻠﯽ ﻃﻮﺑﺎ ﻃﻮﺗﺪﻗﺪﻥ ﺻﻮﻛﺮﺍ ﻧﻪﻣﺴﻪﻟﺮ ﭘﺎ ﺍﻟﻪﺭﻭ ﺑﻮﺭﻭﻣﻪﻙ ﻗﻮﺗﻠﯽ ﺑﺮ ﻗﺮﻗﯽ ﺍﯾﻠﻪ ﺑﺮﺍﻳﭽﯽ ﺧﻄﻪ ﻛﯽ ﺁﻗﻮﭘﻠﺎﺭﺯﻩ ﻛﯿﺮﻣﻪﻙ ﻃﻮﺑﺎﻟﺮﻣﺰﻙ ﺑﺎﺭﺍﺗﻠﺎﻛﺮﻩ ﺩﻓﻊ ﺍﯾﺪﯾﻠﻤﺸﻠﺮﺩﺭ. ﺍﯾﺘﺪﯾﻜﻠﺮﯼ ﻋﻜﺲ ﻫﺠﻮﻣﻠﻪ ﻧﻪﻣﺴﻪﻟﺮ ﺁﻗﻮﭘﻠﺎﺭﯾﻨﻪ ﺩﻓﻊ ﺍﯾﺪﯾﻠﻤﺸﻠﺮ. xyxy=(16,1435,334,1671)
column-2 xyxy=(703,75,1045,2437)
donation-total: ﻣﺠﻤﻮﻋﯽ ١١٠ xyxy=(817,2063,931,2087)
paragraph: ﻫﺮ ﻛﺴﻚ ﺗﻮﻧﻪﺩﻩ ﻗﻮﺟﻪ ﺣﯿﻮﺍﻥ ﺍﻭﻟﺪﯾﻐﯽ ﺑﯿﻠﻨﻪﺭﻙ ﭘﻚ ﺍﻭﺳﺘﺎﻟﯿﻘﻪ ﺟﺎﻟﯿﻮﺏ ﻛﻮﺗﻮﺭﯾﻠﯿﻮﺭ. ﻛﻮﯼ ﺣﺎﻟﻘﯽ ﺷﯿﻤﺪﯾﻪ ﻗﺪﺍﺭ ﻗﺮﯾﻪ ﻟﺮﯾﻨﺪﻩ ﺑﻮﯾﻠﻪ ﺑﺮ ﻭﻗﻌﻪﻧﻚ ﺍﻭﻟﻤﺎﺩﯾﻐﻨﺪﻥ ﺷﯿﻤﺪﯼ ﻭﻗﻮﻋﻪ ﻛﻠﻤﻪﺳﯿﻨﯽ ﺍﺭﺯﺍﻗﻪ ﭼﻜﯿﻠﻪﻥ ﻣﺸﻜﻼﻧﻚ ﺗﻔﺴﯿﺮ ﺍﯾﺪﯾﯿﻮﺭﻟﺮ. xyxy=(372,85,680,290)
column-rule xyxy=(351,69,353,2452)
paragraph: ﺁﺗﯿﺸﻤﺎ ﻭ ﻛﺸﺎﻓﻠﺮﻣﺰﻙ ﺁﺭﺍﺷﺪﯾﺮﻣﻪﻟﺮﯼ ﺩﻭﺍﻡ ﺍﯾﺘﻤﻜﺪﻩﺩﺭ. xyxy=(16,1719,334,1772)
column-1 xyxy=(1054,75,1506,2437)
newspaper-title: ◀ ﺗﺮﺟﻤﺎﻥ xyxy=(688,36,778,61)
divider xyxy=(391,470,661,472)
